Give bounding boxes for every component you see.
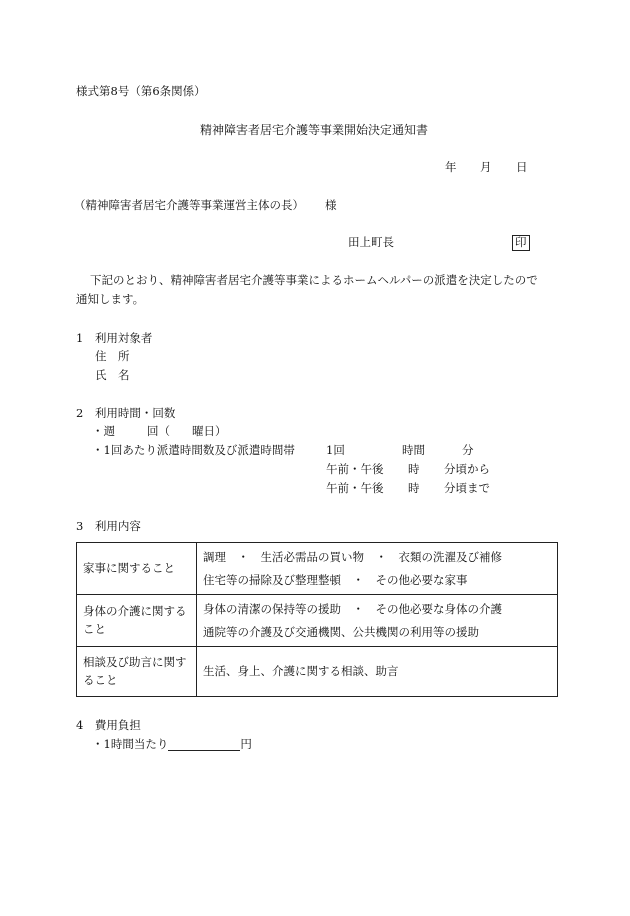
address-label: 住 所: [95, 349, 130, 363]
per-visit-label: ・1回あたり派遣時間数及び派遣時間帯: [92, 443, 295, 457]
per-visit-hours: 時間: [402, 443, 425, 457]
section-1-heading: 1 利用対象者: [76, 331, 153, 345]
row-line: 生活、身上、介護に関する相談、助言: [203, 664, 399, 678]
start-hour: 時: [408, 462, 420, 476]
section-4-heading: 4 費用負担: [76, 718, 141, 732]
section-3-heading: 3 利用内容: [76, 519, 141, 533]
end-minute: 分頃まで: [444, 481, 490, 495]
row-line: 身体の清潔の保持等の援助 ・ その他必要な身体の介護: [203, 601, 502, 616]
table-row: [77, 647, 558, 697]
per-visit-once: 1回: [326, 443, 345, 457]
start-ampm: 午前・午後: [326, 462, 384, 476]
date-day: 日: [516, 160, 528, 174]
row-category: 身体の介護に関すること: [77, 595, 197, 647]
row-line: 通院等の介護及び交通機関、公共機関の利用等の援助: [203, 624, 479, 639]
issuer-name: 田上町長: [348, 235, 394, 249]
weekly-weekday: 曜日）: [192, 424, 227, 438]
name-label: 氏 名: [95, 368, 130, 382]
table-row: [77, 543, 558, 595]
document-title: 精神障害者居宅介護等事業開始決定通知書: [200, 123, 429, 137]
row-content: [197, 647, 558, 697]
addressee-honorific: 様: [325, 198, 337, 212]
date-year: 年: [445, 160, 457, 174]
addressee-name: （精神障害者居宅介護等事業運営主体の長）: [74, 198, 304, 212]
weekly-label: ・週: [92, 424, 115, 438]
cost-label: ・1時間当たり: [92, 737, 169, 751]
body-line-2: 通知します。: [76, 292, 145, 306]
row-content: [197, 595, 558, 647]
row-category: 家事に関すること: [77, 543, 197, 595]
service-contents-table: [76, 542, 558, 697]
form-number: 様式第8号（第6条関係）: [76, 84, 206, 98]
table-row: [77, 595, 558, 647]
start-minute: 分頃から: [444, 462, 490, 476]
per-visit-minutes: 分: [462, 443, 474, 457]
end-ampm: 午前・午後: [326, 481, 384, 495]
seal-mark: 印: [512, 235, 530, 251]
date-month: 月: [480, 160, 492, 174]
cost-blank-line: [168, 740, 240, 751]
row-content: [197, 543, 558, 595]
weekly-times: 回（: [147, 424, 170, 438]
end-hour: 時: [408, 481, 420, 495]
body-line-1: 下記のとおり、精神障害者居宅介護等事業によるホームヘルパーの派遣を決定したので: [90, 273, 538, 287]
cost-unit: 円: [240, 737, 252, 751]
cost-per-hour: [92, 739, 252, 751]
row-category: 相談及び助言に関すること: [77, 647, 197, 697]
row-line: 調理 ・ 生活必需品の買い物 ・ 衣類の洗濯及び補修: [203, 549, 502, 564]
section-2-heading: 2 利用時間・回数: [76, 406, 176, 420]
row-line: 住宅等の掃除及び整理整頓 ・ その他必要な家事: [203, 572, 468, 587]
